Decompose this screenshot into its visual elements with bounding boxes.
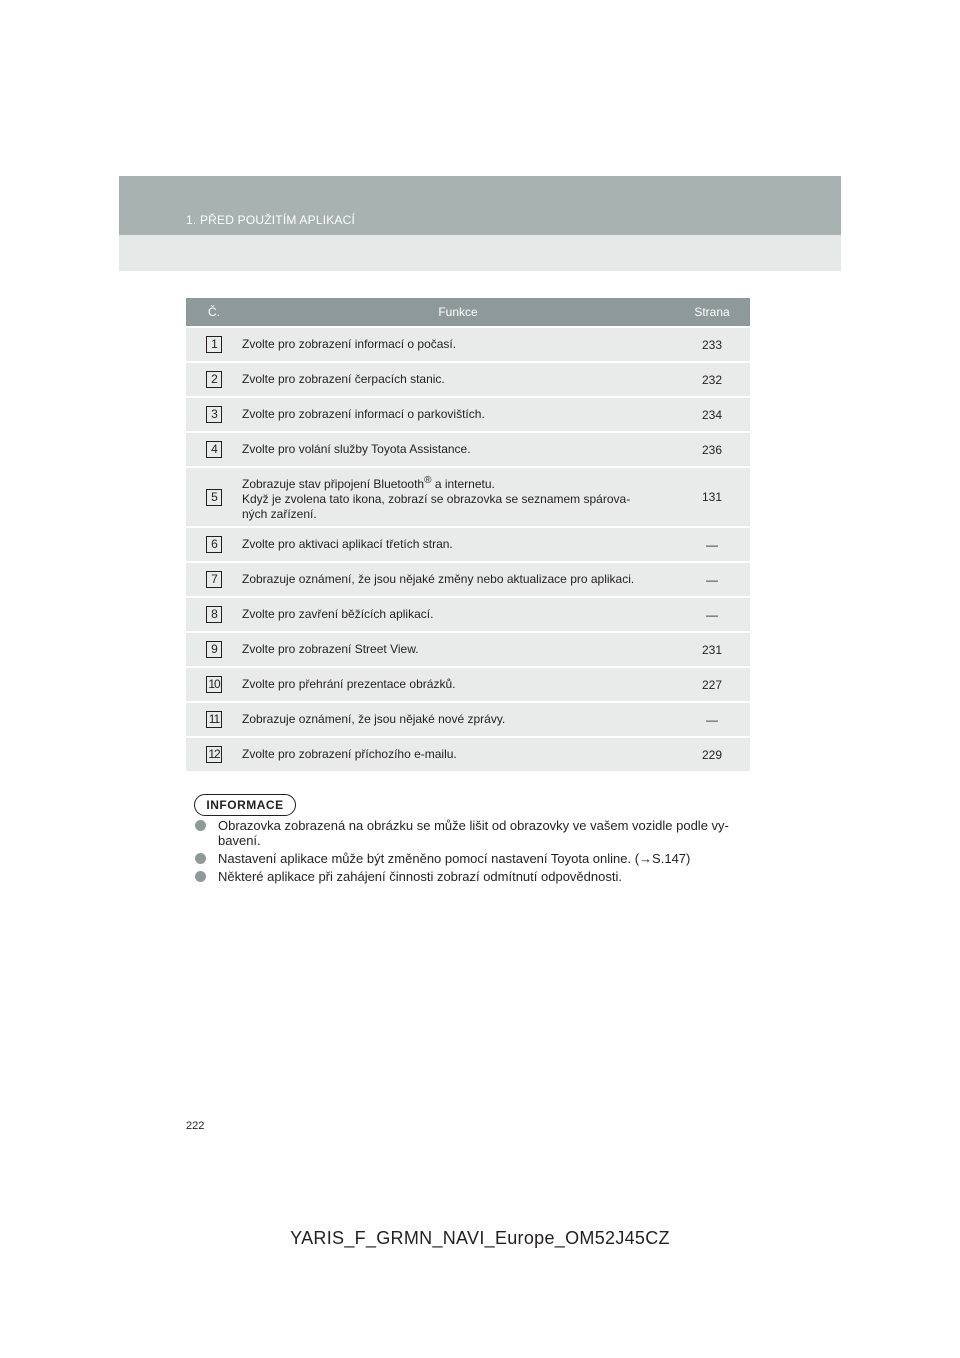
function-cell bbox=[242, 467, 674, 527]
table-row bbox=[186, 597, 750, 632]
info-badge: INFORMACE bbox=[194, 794, 296, 816]
info-item bbox=[194, 869, 754, 884]
function-cell: Zvolte pro zobrazení Street View. bbox=[242, 632, 674, 667]
function-text-line1-end: a internetu. bbox=[431, 476, 495, 491]
table-row bbox=[186, 397, 750, 432]
function-text-line3: ných zařízení. bbox=[242, 506, 317, 521]
function-cell: Zvolte pro volání služby Toyota Assistance. bbox=[242, 432, 674, 467]
item-number: 2 bbox=[206, 371, 222, 388]
function-cell: Zvolte pro aktivaci aplikací třetích stran. bbox=[242, 527, 674, 562]
table-row bbox=[186, 667, 750, 702]
bullet-icon bbox=[195, 820, 206, 831]
function-cell: Zvolte pro zobrazení příchozího e-mailu. bbox=[242, 737, 674, 771]
table-row bbox=[186, 327, 750, 362]
column-header-function: Funkce bbox=[242, 298, 674, 327]
info-item bbox=[194, 818, 754, 848]
section-title: 1. PŘED POUŽITÍM APLIKACÍ bbox=[186, 213, 356, 227]
function-table bbox=[186, 298, 750, 771]
page-number: 222 bbox=[186, 1120, 205, 1132]
function-cell: Zvolte pro zobrazení informací o parkovištích. bbox=[242, 397, 674, 432]
function-cell: Zvolte pro zobrazení informací o počasí. bbox=[242, 327, 674, 362]
table-row bbox=[186, 632, 750, 667]
function-cell: Zvolte pro zobrazení čerpacích stanic. bbox=[242, 362, 674, 397]
item-number: 11 bbox=[206, 711, 222, 728]
page-cell: 227 bbox=[674, 667, 750, 702]
document-id: YARIS_F_GRMN_NAVI_Europe_OM52J45CZ bbox=[290, 1228, 670, 1248]
page-cell: 233 bbox=[674, 327, 750, 362]
table-row bbox=[186, 737, 750, 771]
function-text-line2: Když je zvolena tato ikona, zobrazí se obrazovka se seznamem spárova- bbox=[242, 491, 631, 506]
table-header-row bbox=[186, 298, 750, 327]
item-number: 3 bbox=[206, 406, 222, 423]
table-row bbox=[186, 527, 750, 562]
function-cell: Zvolte pro přehrání prezentace obrázků. bbox=[242, 667, 674, 702]
page-cell: — bbox=[674, 597, 750, 632]
item-number: 6 bbox=[206, 536, 222, 553]
item-number: 5 bbox=[206, 489, 222, 506]
table-row bbox=[186, 362, 750, 397]
item-number: 1 bbox=[206, 336, 222, 353]
page-cell: — bbox=[674, 702, 750, 737]
bullet-icon bbox=[195, 871, 206, 882]
table-row bbox=[186, 467, 750, 527]
item-number: 12 bbox=[206, 746, 222, 763]
info-item-text: Obrazovka zobrazená na obrázku se může lišit od obrazovky ve vašem vozidle podle vy-bavení. bbox=[218, 818, 729, 848]
table-row bbox=[186, 432, 750, 467]
info-item-text: Některé aplikace při zahájení činnosti zobrazí odmítnutí odpovědnosti. bbox=[218, 869, 622, 884]
item-number: 10 bbox=[206, 676, 222, 693]
function-text-line1: Zobrazuje stav připojení Bluetooth bbox=[242, 476, 425, 491]
bullet-icon bbox=[195, 853, 206, 864]
info-item-text: Nastavení aplikace může být změněno pomocí nastavení Toyota online. (→S.147) bbox=[218, 851, 691, 866]
item-number: 4 bbox=[206, 441, 222, 458]
page-cell: — bbox=[674, 527, 750, 562]
item-number: 8 bbox=[206, 606, 222, 623]
registered-mark: ® bbox=[424, 474, 432, 486]
page-cell: — bbox=[674, 562, 750, 597]
function-cell: Zobrazuje oznámení, že jsou nějaké změny nebo aktualizace pro aplikaci. bbox=[242, 562, 674, 597]
header-subband bbox=[119, 235, 841, 271]
page-cell: 236 bbox=[674, 432, 750, 467]
page-cell: 234 bbox=[674, 397, 750, 432]
function-cell: Zobrazuje oznámení, že jsou nějaké nové zprávy. bbox=[242, 702, 674, 737]
page-cell: 231 bbox=[674, 632, 750, 667]
info-list bbox=[194, 818, 754, 887]
page-cell: 232 bbox=[674, 362, 750, 397]
function-cell: Zvolte pro zavření běžících aplikací. bbox=[242, 597, 674, 632]
table-row bbox=[186, 702, 750, 737]
page-cell: 229 bbox=[674, 737, 750, 771]
info-item bbox=[194, 851, 754, 866]
column-header-page: Strana bbox=[674, 298, 750, 327]
page-cell: 131 bbox=[674, 467, 750, 527]
column-header-no: Č. bbox=[186, 298, 242, 327]
item-number: 7 bbox=[206, 571, 222, 588]
table-row bbox=[186, 562, 750, 597]
item-number: 9 bbox=[206, 641, 222, 658]
